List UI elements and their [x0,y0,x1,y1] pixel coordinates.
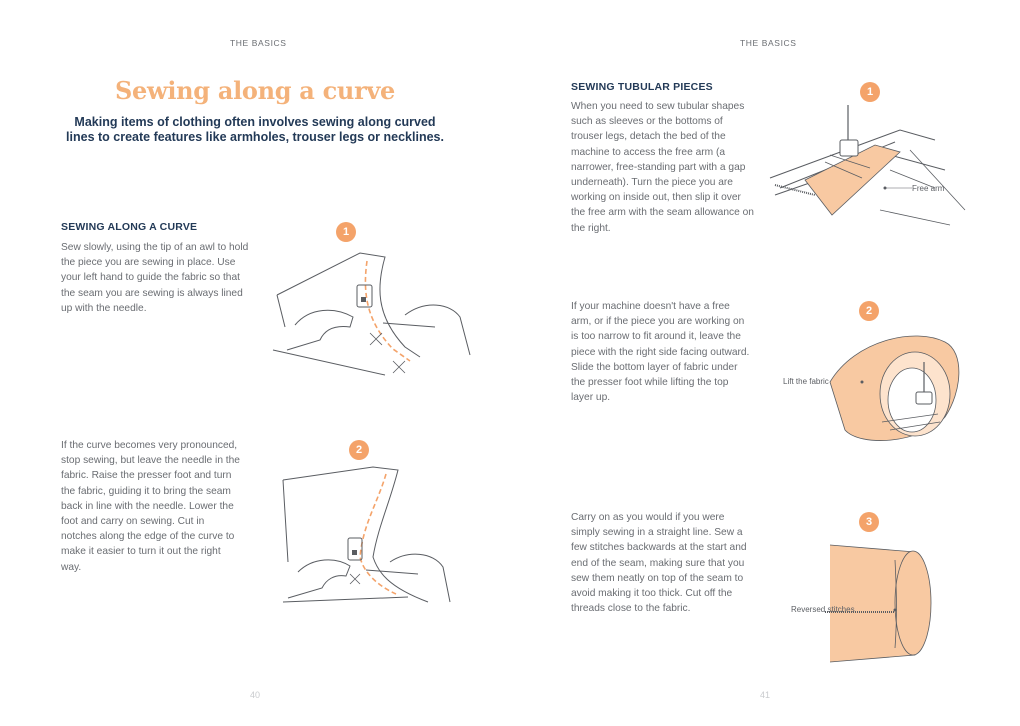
curve-sewing-illustration-2 [278,462,488,612]
step-badge-1: 1 [336,222,356,242]
running-head-left: THE BASICS [230,38,287,48]
paragraph-tubular-2: If your machine doesn't have a free arm, or if the piece you are working on is too narrow to fit around it, leave the piece with the right side facing outward. Slide the bottom layer of fabric under the presser foot while lifting the top layer up. [571,301,750,404]
lift-fabric-illustration [820,322,970,452]
step-badge-2: 2 [349,440,369,460]
free-arm-illustration [770,100,970,230]
section-heading-tubular: SEWING TUBULAR PIECES [571,81,713,93]
paragraph-tubular-1: When you need to sew tubular shapes such as sleeves or the bottoms of trouser legs, detach the bed of the machine to access the free arm (a narrower, free-standing part with a gap underneath). Turn the piece you are working on inside out, then slip it over the free arm with the seam allowance on the right. [571,101,754,234]
reversed-stitches-illustration [825,540,935,665]
step-badge-right-2: 2 [859,301,879,321]
page-number-right: 41 [760,690,771,700]
running-head-right: THE BASICS [740,38,797,48]
paragraph-curve-2: If the curve becomes very pronounced, stop sewing, but leave the needle in the fabric. Raise the presser foot and turn the fabric, guiding it to bring the seam back in line with the needle. Lower the foot and carry on sewing. Cut in notches along the edge of the curve to make it easier to turn it out the right way. [61,440,240,573]
step-badge-right-1: 1 [860,82,880,102]
intro-text: Making items of clothing often involves sewing along curved lines to create features like armholes, trouser legs or necklines. [66,115,444,144]
step-badge-right-3: 3 [859,512,879,532]
label-reversed-stitches: Reversed stitches [791,605,855,614]
label-free-arm: Free arm [912,184,945,193]
page-title: Sewing along a curve [114,76,396,105]
label-lift-fabric: Lift the fabric [783,377,829,386]
section-heading-curve: SEWING ALONG A CURVE [61,221,198,233]
paragraph-curve-1: Sew slowly, using the tip of an awl to hold the piece you are sewing in place. Use your left hand to guide the fabric so that the seam you are sewing is always lined up with the needle. [61,242,249,314]
page-number-left: 40 [250,690,261,700]
paragraph-tubular-3: Carry on as you would if you were simply sewing in a straight line. Sew a few stitches backwards at the start and end of the seam, making sure that you sew them neatly on top of the seam to avoid making it too thick. Cut off the threads close to the fabric. [571,512,747,615]
curve-sewing-illustration-1 [265,245,495,380]
